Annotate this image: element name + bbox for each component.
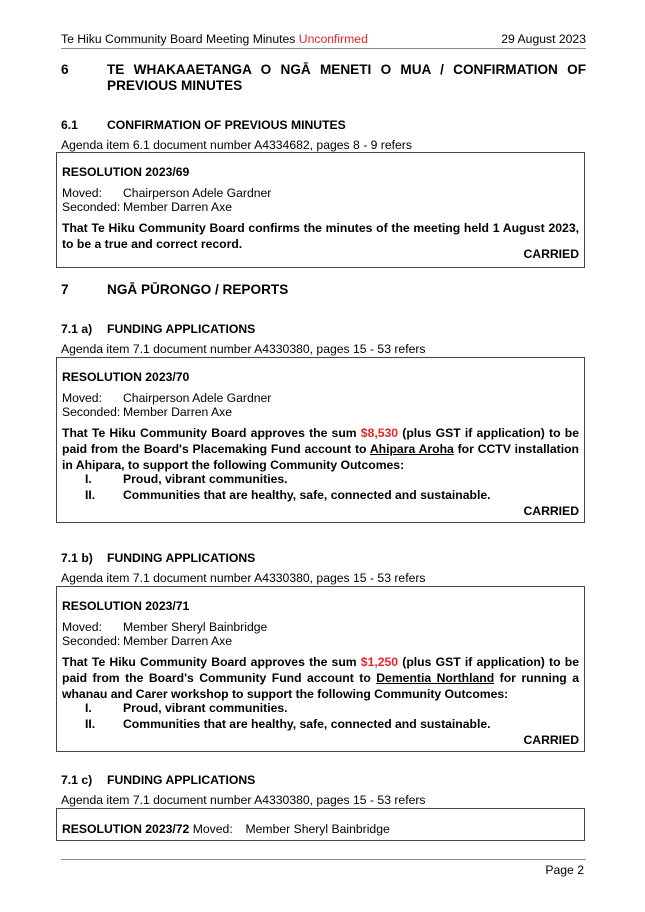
header-date: 29 August 2023 bbox=[501, 32, 586, 46]
seconded-by: Member Darren Axe bbox=[123, 200, 233, 214]
resolution-text: That Te Hiku Community Board confirms the minutes of the meeting held 1 August 2023, to be a true and correct record. bbox=[62, 221, 579, 251]
header-divider bbox=[61, 48, 586, 49]
header-status: Unconfirmed bbox=[298, 32, 368, 46]
moved-by: Chairperson Adele Gardner bbox=[123, 391, 272, 405]
moved-by: Member Sheryl Bainbridge bbox=[123, 620, 268, 634]
section-title: NGĀ PŪRONGO / REPORTS bbox=[107, 282, 289, 297]
section-6-heading bbox=[61, 62, 586, 96]
community-outcome-item: I. Proud, vibrant communities. bbox=[85, 701, 288, 715]
resolution-box-2023-70 bbox=[56, 357, 585, 523]
resolution-box-2023-69 bbox=[56, 152, 585, 268]
item-title: FUNDING APPLICATIONS bbox=[107, 551, 256, 565]
outcome-carried: CARRIED bbox=[523, 733, 579, 747]
resolution-box-2023-72 bbox=[56, 808, 585, 841]
community-outcome-item: II. Communities that are healthy, safe, connected and sustainable. bbox=[85, 488, 491, 502]
item-title: FUNDING APPLICATIONS bbox=[107, 773, 256, 787]
outcome-carried: CARRIED bbox=[523, 504, 579, 518]
seconded-line bbox=[62, 634, 579, 649]
grant-amount: $1,250 bbox=[360, 655, 399, 669]
outcome-row bbox=[62, 733, 579, 748]
moved-by: Chairperson Adele Gardner bbox=[123, 186, 272, 200]
grant-recipient: Dementia Northland bbox=[376, 671, 495, 685]
item-7-1-a-heading bbox=[61, 322, 586, 337]
item-6-1-heading bbox=[61, 118, 586, 133]
header-title: Te Hiku Community Board Meeting Minutes bbox=[61, 32, 296, 46]
grant-amount: $8,530 bbox=[360, 426, 399, 440]
item-title: FUNDING APPLICATIONS bbox=[107, 322, 256, 336]
seconded-line bbox=[62, 405, 579, 420]
agenda-reference: Agenda item 7.1 document number A4330380, pages 15 - 53 refers bbox=[61, 793, 426, 807]
seconded-line bbox=[62, 200, 579, 215]
moved-line bbox=[62, 186, 579, 201]
item-number: 7.1 b) bbox=[61, 551, 93, 565]
section-number: 7 bbox=[61, 282, 69, 297]
seconded-label: Seconded: bbox=[62, 634, 121, 648]
item-7-1-c-heading bbox=[61, 773, 586, 788]
outcome-row bbox=[62, 504, 579, 519]
moved-line bbox=[62, 620, 579, 635]
resolution-number: RESOLUTION 2023/72 bbox=[62, 822, 190, 836]
outcome-row bbox=[62, 247, 579, 262]
moved-by: Member Sheryl Bainbridge bbox=[245, 822, 390, 836]
page-number: Page 2 bbox=[545, 863, 584, 877]
community-outcome-item: II. Communities that are healthy, safe, connected and sustainable. bbox=[85, 717, 491, 731]
outcome-carried: CARRIED bbox=[523, 247, 579, 261]
item-number: 7.1 a) bbox=[61, 322, 93, 336]
resolution-number: RESOLUTION 2023/70 bbox=[62, 370, 190, 384]
item-7-1-b-heading bbox=[61, 551, 586, 566]
community-outcome-item: I. Proud, vibrant communities. bbox=[85, 472, 288, 486]
header-title-line bbox=[61, 32, 368, 46]
seconded-label: Seconded: bbox=[62, 405, 121, 419]
item-number: 7.1 c) bbox=[61, 773, 93, 787]
seconded-label: Seconded: bbox=[62, 200, 121, 214]
section-7-heading bbox=[61, 282, 586, 298]
footer-divider bbox=[61, 859, 586, 860]
resolution-number: RESOLUTION 2023/71 bbox=[62, 599, 190, 613]
grant-recipient: Ahipara Aroha bbox=[369, 442, 454, 456]
resolution-line bbox=[62, 822, 579, 836]
resolution-number: RESOLUTION 2023/69 bbox=[62, 165, 190, 179]
moved-label: Moved: bbox=[62, 186, 102, 200]
agenda-reference: Agenda item 6.1 document number A4334682, pages 8 - 9 refers bbox=[61, 138, 412, 152]
resolution-text: That Te Hiku Community Board approves the sum $1,250 (plus GST if application) to be paid from the Board's Community Fund account to Dementia Northland for running a whanau and Carer workshop to support the following Community Outcomes: bbox=[62, 655, 579, 701]
section-number: 6 bbox=[61, 62, 69, 77]
moved-label: Moved: bbox=[192, 822, 233, 836]
moved-label: Moved: bbox=[62, 620, 102, 634]
item-title: CONFIRMATION OF PREVIOUS MINUTES bbox=[107, 118, 346, 132]
agenda-reference: Agenda item 7.1 document number A4330380, pages 15 - 53 refers bbox=[61, 571, 426, 585]
agenda-reference: Agenda item 7.1 document number A4330380, pages 15 - 53 refers bbox=[61, 342, 426, 356]
moved-label: Moved: bbox=[62, 391, 102, 405]
seconded-by: Member Darren Axe bbox=[123, 634, 233, 648]
moved-line bbox=[62, 391, 579, 406]
item-number: 6.1 bbox=[61, 118, 78, 132]
section-title: TE WHAKAAETANGA O NGĀ MENETI O MUA / CONFIRMATION OF PREVIOUS MINUTES bbox=[107, 62, 586, 93]
resolution-text: That Te Hiku Community Board approves the sum $8,530 (plus GST if application) to be paid from the Board's Placemaking Fund account to Ahipara Aroha for CCTV installation in Ahipara, to support the following Community Outcomes: bbox=[62, 426, 579, 472]
resolution-box-2023-71 bbox=[56, 586, 585, 752]
seconded-by: Member Darren Axe bbox=[123, 405, 233, 419]
